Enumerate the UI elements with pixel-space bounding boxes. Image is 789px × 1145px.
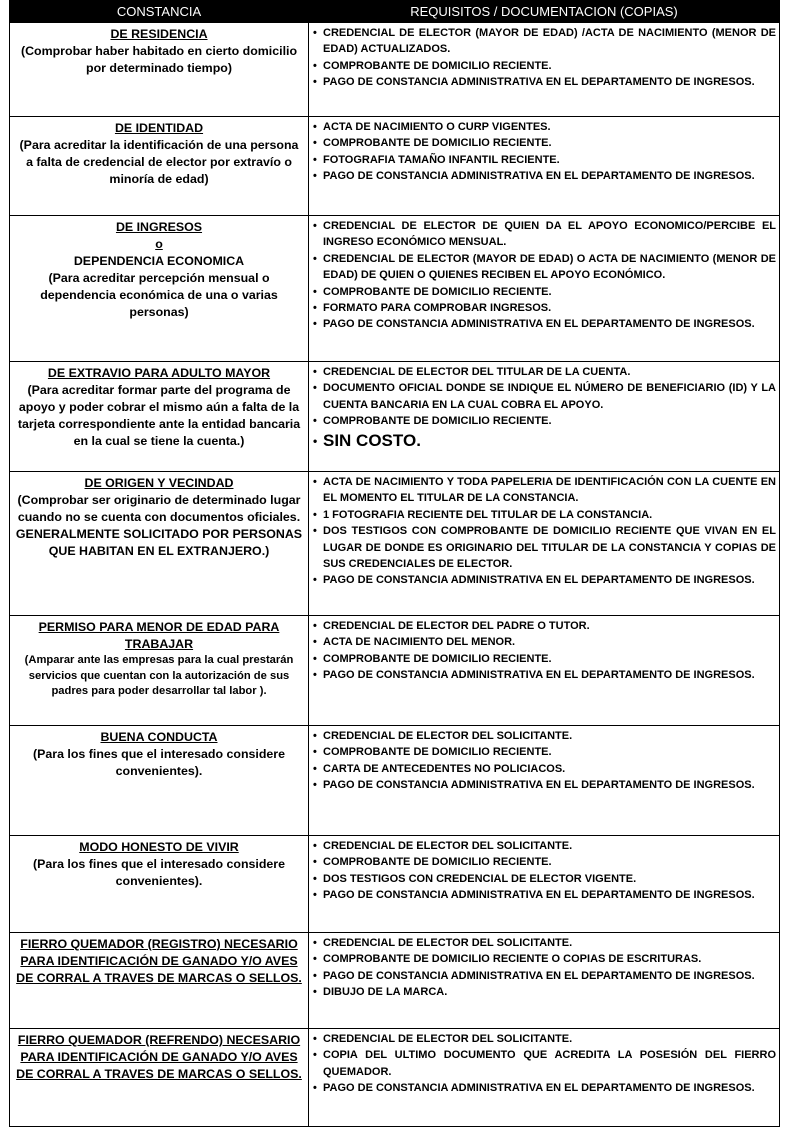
requirement-item: • DOS TESTIGOS CON COMPROBANTE DE DOMICILIO RECIENTE QUE VIVAN EN EL LUGAR DE DONDE ES ORIGINARIO DEL TITULAR DE LA CONSTANCIA Y COPIAS DE SUS CREDENCIALES DE ELECTOR. (313, 523, 776, 572)
constancia-description: (Para acreditar la identificación de una persona a falta de credencial de elector por extravío o minoría de edad) (19, 138, 299, 186)
constancia-description: (Para acreditar formar parte del programa de apoyo y poder cobrar el mismo aún a falta de la tarjeta correspondiente ante la entidad bancaria en la cual se tiene la cuenta.) (17, 383, 301, 448)
constancia-cell (10, 472, 309, 616)
requirement-item: • PAGO DE CONSTANCIA ADMINISTRATIVA EN EL DEPARTAMENTO DE INGRESOS. (313, 887, 776, 903)
constancia-cell (10, 1029, 309, 1127)
table-row (10, 472, 780, 616)
requirement-item: • COMPROBANTE DE DOMICILIO RECIENTE. (313, 744, 776, 760)
constancia-title-secondary: DEPENDENCIA ECONOMICA (73, 254, 245, 268)
constancia-cell (10, 616, 309, 726)
requirements-list (313, 838, 776, 904)
constancia-cell (10, 117, 309, 216)
requirements-list (313, 618, 776, 684)
constancia-title: PERMISO PARA MENOR DE EDAD PARA TRABAJAR (38, 620, 280, 651)
constancia-description: (Para acreditar percepción mensual o dependencia económica de una o varias personas) (40, 271, 278, 319)
table-row (10, 362, 780, 472)
requirement-item: • ACTA DE NACIMIENTO O CURP VIGENTES. (313, 119, 776, 135)
constancia-title: BUENA CONDUCTA (100, 730, 218, 744)
constancia-cell (10, 726, 309, 836)
requirement-item: • CREDENCIAL DE ELECTOR DEL SOLICITANTE. (313, 1031, 776, 1047)
requirement-item: • PAGO DE CONSTANCIA ADMINISTRATIVA EN EL DEPARTAMENTO DE INGRESOS. (313, 572, 776, 588)
requirements-list (313, 364, 776, 452)
requirement-item: • PAGO DE CONSTANCIA ADMINISTRATIVA EN EL DEPARTAMENTO DE INGRESOS. (313, 968, 776, 984)
requirements-cell (309, 362, 780, 472)
requirements-cell (309, 616, 780, 726)
requirement-item: • FOTOGRAFIA TAMAÑO INFANTIL RECIENTE. (313, 152, 776, 168)
constancia-title: DE RESIDENCIA (110, 27, 208, 41)
table-row (10, 836, 780, 933)
requirement-item: • COMPROBANTE DE DOMICILIO RECIENTE. (313, 854, 776, 870)
constancia-title: FIERRO QUEMADOR (REFRENDO) NECESARIO PARA IDENTIFICACIÓN DE GANADO Y/O AVES DE CORRAL A TRAVES DE MARCAS O SELLOS. (16, 1033, 302, 1081)
constancia-title: DE EXTRAVIO PARA ADULTO MAYOR (47, 366, 271, 380)
table-row (10, 117, 780, 216)
requirement-item: • ACTA DE NACIMIENTO DEL MENOR. (313, 634, 776, 650)
requirements-list (313, 119, 776, 185)
requirement-item: • COMPROBANTE DE DOMICILIO RECIENTE. (313, 413, 776, 429)
header-constancia: CONSTANCIA (10, 1, 309, 23)
requirement-item-highlight: • SIN COSTO. (313, 430, 776, 452)
requirement-item: • COMPROBANTE DE DOMICILIO RECIENTE. (313, 284, 776, 300)
constancia-description: (Comprobar haber habitado en cierto domicilio por determinado tiempo) (20, 44, 298, 75)
requirement-item: • COMPROBANTE DE DOMICILIO RECIENTE O COPIAS DE ESCRITURAS. (313, 951, 776, 967)
requirement-item: • PAGO DE CONSTANCIA ADMINISTRATIVA EN EL DEPARTAMENTO DE INGRESOS. (313, 667, 776, 683)
constancia-description: (Amparar ante las empresas para la cual prestarán servicios que cuentan con la autorización de sus padres para poder desarrollar tal labor ). (24, 654, 294, 697)
requirement-item: • PAGO DE CONSTANCIA ADMINISTRATIVA EN EL DEPARTAMENTO DE INGRESOS. (313, 168, 776, 184)
table-header-row (10, 1, 780, 23)
requirement-item: • CREDENCIAL DE ELECTOR DEL SOLICITANTE. (313, 728, 776, 744)
requirement-item: • COPIA DEL ULTIMO DOCUMENTO QUE ACREDITA LA POSESIÓN DEL FIERRO QUEMADOR. (313, 1047, 776, 1080)
requirement-item: • DOS TESTIGOS CON CREDENCIAL DE ELECTOR VIGENTE. (313, 871, 776, 887)
constancia-description: (Comprobar ser originario de determinado lugar cuando no se cuenta con documentos oficiales. GENERALMENTE SOLICITADO POR PERSONAS QUE HABITAN EN EL EXTRANJERO.) (15, 493, 303, 558)
requirement-item: • PAGO DE CONSTANCIA ADMINISTRATIVA EN EL DEPARTAMENTO DE INGRESOS. (313, 777, 776, 793)
table-row (10, 23, 780, 117)
requirements-list (313, 728, 776, 794)
requirements-cell (309, 836, 780, 933)
requirements-list (313, 1031, 776, 1097)
header-requisitos: REQUISITOS / DOCUMENTACION (COPIAS) (309, 1, 780, 23)
requirement-item: • CREDENCIAL DE ELECTOR DEL SOLICITANTE. (313, 838, 776, 854)
requirement-item: • COMPROBANTE DE DOMICILIO RECIENTE. (313, 135, 776, 151)
table-row (10, 1029, 780, 1127)
constancia-title: DE ORIGEN Y VECINDAD (84, 476, 234, 490)
requirement-item: • PAGO DE CONSTANCIA ADMINISTRATIVA EN EL DEPARTAMENTO DE INGRESOS. (313, 1080, 776, 1096)
requirement-item: • FORMATO PARA COMPROBAR INGRESOS. (313, 300, 776, 316)
constancia-cell (10, 216, 309, 362)
requirement-item: • COMPROBANTE DE DOMICILIO RECIENTE. (313, 58, 776, 74)
constancia-cell (10, 362, 309, 472)
requirements-cell (309, 216, 780, 362)
table-row (10, 216, 780, 362)
requirement-item: • CREDENCIAL DE ELECTOR DEL SOLICITANTE. (313, 935, 776, 951)
requirement-item: • COMPROBANTE DE DOMICILIO RECIENTE. (313, 651, 776, 667)
constancia-cell (10, 23, 309, 117)
requirement-item: • ACTA DE NACIMIENTO Y TODA PAPELERIA DE IDENTIFICACIÓN CON LA CUENTE EN EL MOMENTO EL TITULAR DE LA CONSTANCIA. (313, 474, 776, 507)
constancia-title: DE IDENTIDAD (114, 121, 204, 135)
constancia-cell (10, 836, 309, 933)
requirements-cell (309, 23, 780, 117)
requirement-item: • 1 FOTOGRAFIA RECIENTE DEL TITULAR DE LA CONSTANCIA. (313, 507, 776, 523)
requirement-item: • CREDENCIAL DE ELECTOR DEL PADRE O TUTOR. (313, 618, 776, 634)
requirements-cell (309, 117, 780, 216)
requirements-cell (309, 933, 780, 1029)
table-row (10, 933, 780, 1029)
requirements-cell (309, 726, 780, 836)
requirement-item: • PAGO DE CONSTANCIA ADMINISTRATIVA EN EL DEPARTAMENTO DE INGRESOS. (313, 316, 776, 332)
constancia-description: (Para los fines que el interesado considere convenientes). (32, 747, 286, 778)
constancia-description: (Para los fines que el interesado considere convenientes). (32, 857, 286, 888)
table-row (10, 726, 780, 836)
requirement-item: • CREDENCIAL DE ELECTOR DE QUIEN DA EL APOYO ECONOMICO/PERCIBE EL INGRESO ECONÓMICO MENSUAL. (313, 218, 776, 251)
requirements-list (313, 218, 776, 333)
table-row (10, 616, 780, 726)
constancia-title: FIERRO QUEMADOR (REGISTRO) NECESARIO PARA IDENTIFICACIÓN DE GANADO Y/O AVES DE CORRAL A TRAVES DE MARCAS O SELLOS. (16, 937, 302, 985)
requirement-item: • PAGO DE CONSTANCIA ADMINISTRATIVA EN EL DEPARTAMENTO DE INGRESOS. (313, 74, 776, 90)
requirements-list (313, 25, 776, 91)
constancia-title: DE INGRESOS (115, 220, 203, 234)
constancias-table (9, 0, 780, 1127)
requirements-cell (309, 472, 780, 616)
constancia-title: MODO HONESTO DE VIVIR (79, 840, 239, 854)
constancia-title-or: o (155, 237, 163, 251)
requirement-item: • CREDENCIAL DE ELECTOR (MAYOR DE EDAD) O ACTA DE NACIMIENTO (MENOR DE EDAD) DE QUIEN O QUIENES RECIBEN EL APOYO ECONÓMICO. (313, 251, 776, 284)
requirement-item: • DOCUMENTO OFICIAL DONDE SE INDIQUE EL NÚMERO DE BENEFICIARIO (ID) Y LA CUENTA BANCARIA EN LA CUAL COBRA EL APOYO. (313, 380, 776, 413)
constancia-cell (10, 933, 309, 1029)
requirements-cell (309, 1029, 780, 1127)
requirement-item: • CARTA DE ANTECEDENTES NO POLICIACOS. (313, 761, 776, 777)
requirement-item: • CREDENCIAL DE ELECTOR DEL TITULAR DE LA CUENTA. (313, 364, 776, 380)
requirement-item: • DIBUJO DE LA MARCA. (313, 984, 776, 1000)
requirement-item: • CREDENCIAL DE ELECTOR (MAYOR DE EDAD) /ACTA DE NACIMIENTO (MENOR DE EDAD) ACTUALIZADOS. (313, 25, 776, 58)
requirements-list (313, 474, 776, 589)
requirements-list (313, 935, 776, 1001)
